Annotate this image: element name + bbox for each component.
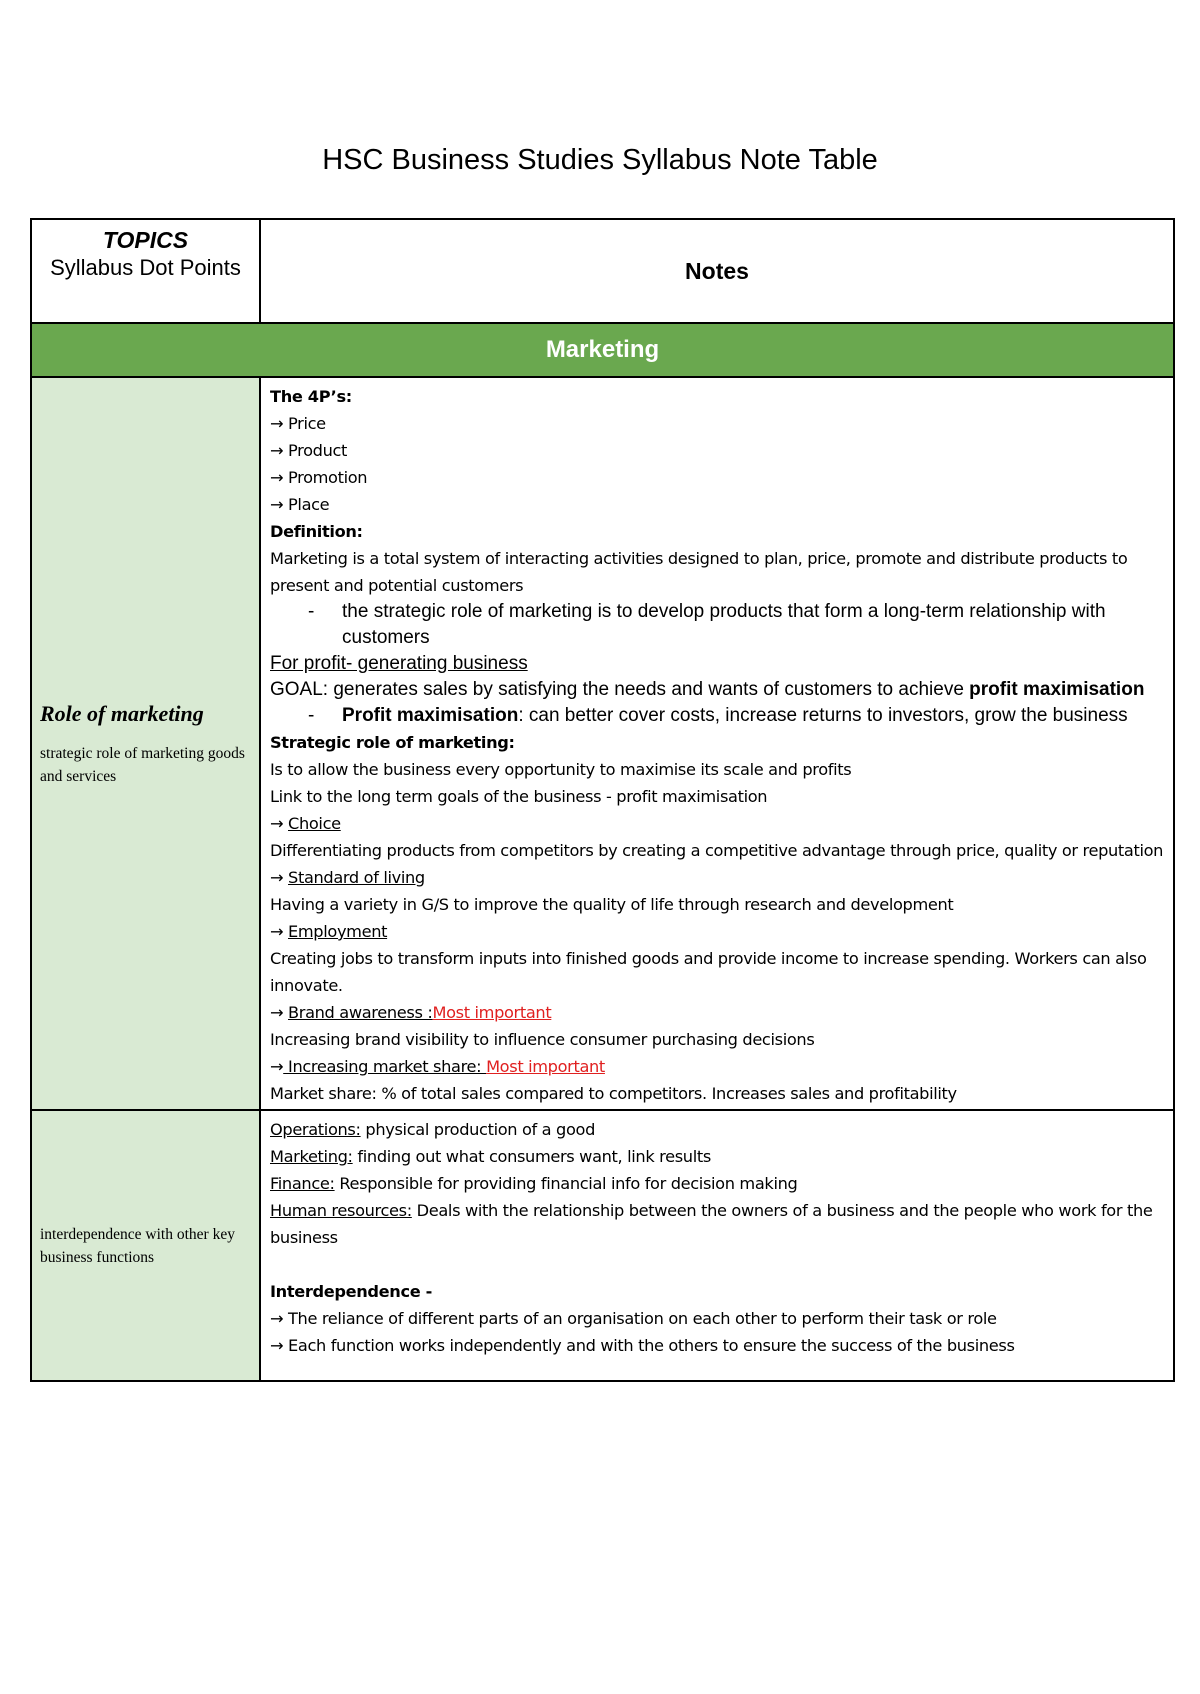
dash-marker: -: [308, 705, 315, 726]
market-share-text: Market share: % of total sales compared to competitors. Increases sales and profitability: [270, 1084, 957, 1103]
strategic-line: Is to allow the business every opportunity to maximise its scale and profits: [270, 760, 852, 779]
list-item: → The reliance of different parts of an organisation on each other to perform their task or role: [270, 1309, 997, 1328]
function-text: finding out what consumers want, link results: [352, 1147, 711, 1166]
table-row-interdependence: [31, 1110, 1174, 1381]
dot-points-label: Syllabus Dot Points: [50, 255, 241, 280]
notes-cell: [260, 377, 1174, 1110]
list-item: → Each function works independently and with the others to ensure the success of the business: [270, 1336, 1015, 1355]
arrow-icon: →: [270, 868, 284, 887]
most-important-badge: Most important: [486, 1057, 605, 1076]
brand-awareness-text: Increasing brand visibility to influence consumer purchasing decisions: [270, 1030, 815, 1049]
employment-item: [270, 918, 1167, 945]
function-label: Finance:: [270, 1174, 335, 1193]
most-important-badge: Most important: [432, 1003, 552, 1022]
topic-title: Role of marketing: [40, 700, 204, 726]
employment-text: Creating jobs to transform inputs into finished goods and provide income to increase spending. Workers can also innovate.: [270, 949, 1147, 995]
standard-of-living-text: Having a variety in G/S to improve the quality of life through research and development: [270, 895, 954, 914]
employment-label: Employment: [288, 922, 388, 941]
notes-header-cell: Notes: [260, 219, 1174, 323]
list-item: → Promotion: [270, 468, 368, 487]
function-label: Human resources:: [270, 1201, 412, 1220]
list-item: → Price: [270, 414, 326, 433]
topics-header-cell: [31, 219, 260, 323]
syllabus-note-table: [30, 218, 1175, 1382]
function-label: Marketing:: [270, 1147, 353, 1166]
brand-awareness-item: [270, 999, 1167, 1026]
function-label: Operations:: [270, 1120, 361, 1139]
table-header-row: [31, 219, 1174, 323]
table-row-role-of-marketing: [31, 377, 1174, 1110]
definition-heading: Definition:: [270, 522, 363, 541]
choice-text: Differentiating products from competitors by creating a competitive advantage through price, quality or reputation: [270, 841, 1164, 860]
dash-bold: Profit maximisation: [342, 705, 519, 726]
function-item: [270, 1143, 1167, 1170]
market-share-label: Increasing market share:: [283, 1057, 487, 1076]
topic-subpoint: strategic role of marketing goods and services: [40, 744, 245, 785]
topic-cell: [31, 377, 260, 1110]
topic-cell: [31, 1110, 260, 1381]
choice-item: [270, 810, 1167, 837]
page-title: HSC Business Studies Syllabus Note Table: [322, 144, 878, 176]
arrow-icon: →: [270, 922, 284, 941]
definition-text: Marketing is a total system of interacting activities designed to plan, price, promote and distribute products to present and potential customers: [270, 549, 1128, 595]
topics-label: TOPICS: [102, 227, 189, 253]
choice-label: Choice: [288, 814, 341, 833]
four-ps-heading: The 4P’s:: [270, 387, 352, 406]
standard-of-living-label: Standard of living: [288, 868, 425, 887]
list-item: → Place: [270, 495, 330, 514]
dash-point: [270, 703, 1167, 729]
dash-text: the strategic role of marketing is to develop products that form a long-term relationship with customers: [342, 601, 1106, 648]
topic-subpoint: interdependence with other key business functions: [40, 1225, 235, 1266]
interdependence-heading: Interdependence -: [270, 1282, 432, 1301]
standard-of-living-item: [270, 864, 1167, 891]
dash-point: [270, 599, 1167, 651]
strategic-line: Link to the long term goals of the business - profit maximisation: [270, 787, 768, 806]
market-share-item: [270, 1053, 1167, 1080]
function-item: [270, 1116, 1167, 1143]
strategic-heading: Strategic role of marketing:: [270, 733, 515, 752]
brand-awareness-label: Brand awareness :: [288, 1003, 433, 1022]
function-text: physical production of a good: [360, 1120, 596, 1139]
arrow-icon: →: [270, 1057, 284, 1076]
goal-text: [270, 677, 1167, 703]
function-text: Responsible for providing financial info for decision making: [334, 1174, 798, 1193]
notes-cell: [260, 1110, 1174, 1381]
section-title-marketing: Marketing: [31, 323, 1174, 377]
section-row: [31, 323, 1174, 377]
function-item: [270, 1170, 1167, 1197]
list-item: → Product: [270, 441, 348, 460]
for-profit-label: For profit- generating business: [270, 653, 528, 674]
arrow-icon: →: [270, 1003, 284, 1022]
goal-bold: profit maximisation: [969, 679, 1145, 700]
dash-marker: -: [308, 601, 315, 622]
goal-plain: GOAL: generates sales by satisfying the needs and wants of customers to achieve: [270, 679, 970, 700]
function-item: [270, 1197, 1167, 1251]
dash-text: : can better cover costs, increase returns to investors, grow the business: [518, 705, 1128, 726]
function-text: Deals with the relationship between the owners of a business and the people who work for the business: [270, 1201, 1153, 1247]
arrow-icon: →: [270, 814, 284, 833]
spacer: [270, 1251, 1167, 1278]
